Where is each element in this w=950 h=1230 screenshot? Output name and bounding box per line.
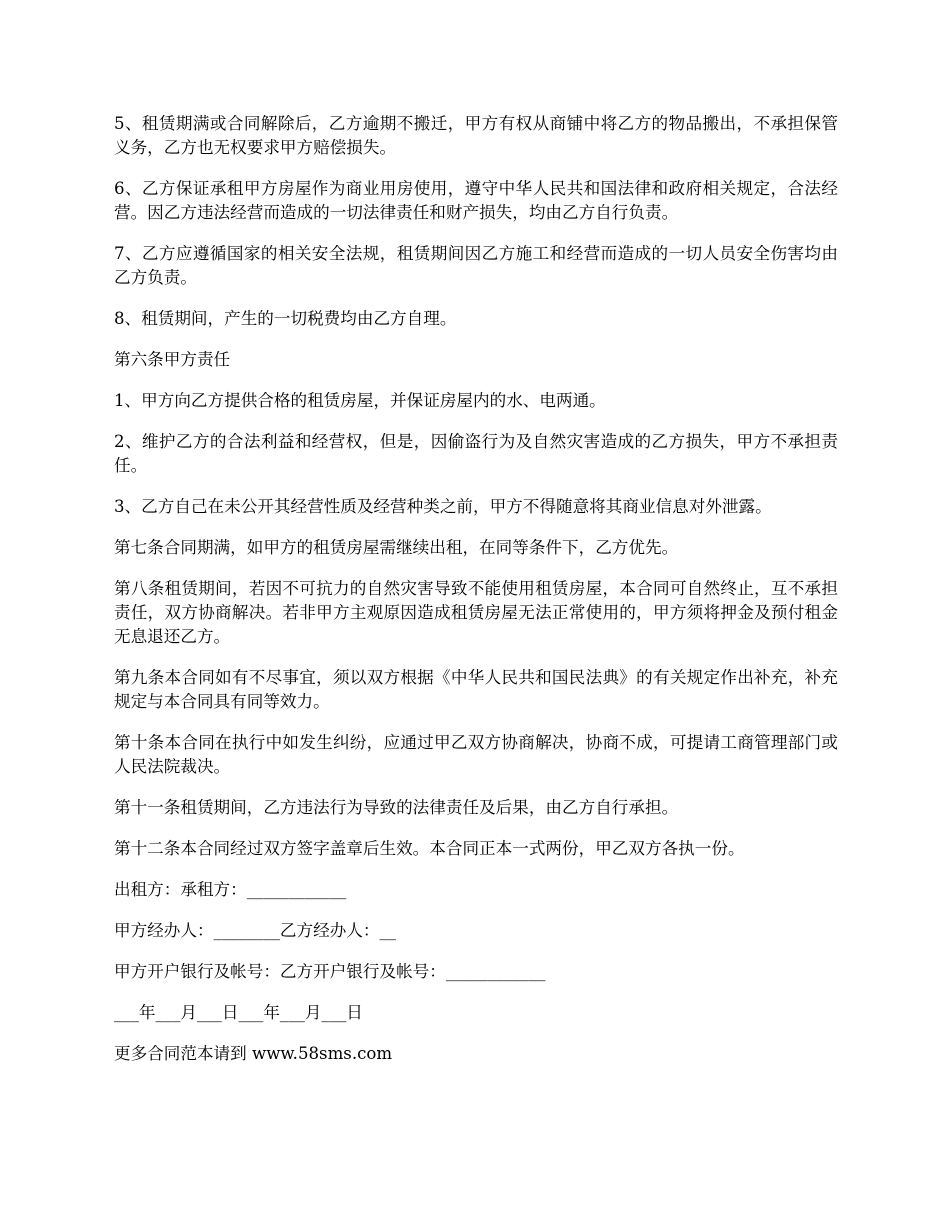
article-9: 第九条本合同如有不尽事宜，须以双方根据《中华人民共和国民法典》的有关规定作出补充，补充规定与本合同具有同等效力。 bbox=[114, 668, 838, 711]
article-7: 第七条合同期满，如甲方的租赁房屋需继续出租，在同等条件下，乙方优先。 bbox=[114, 538, 679, 557]
clause-6-3: 3、乙方自己在未公开其经营性质及经营种类之前，甲方不得随意将其商业信息对外泄露。 bbox=[114, 497, 772, 516]
signature-agents-line: 甲方经办人：________乙方经办人：__ bbox=[114, 921, 397, 940]
clause-6-1: 1、甲方向乙方提供合格的租赁房屋，并保证房屋内的水、电两通。 bbox=[114, 391, 606, 410]
document-body bbox=[114, 112, 838, 1083]
article-10: 第十条本合同在执行中如发生纠纷，应通过甲乙双方协商解决，协商不成，可提请工商管理部门或人民法院裁决。 bbox=[114, 733, 838, 776]
clause-6-2: 2、维护乙方的合法利益和经营权，但是，因偷盗行为及自然灾害造成的乙方损失，甲方不承担责任。 bbox=[114, 432, 838, 475]
article-12: 第十二条本合同经过双方签字盖章后生效。本合同正本一式两份，甲乙双方各执一份。 bbox=[114, 839, 745, 858]
article-6-heading: 第六条甲方责任 bbox=[114, 350, 231, 369]
footer-link-text: 更多合同范本请到 www.58sms.com bbox=[114, 1044, 393, 1063]
clause-5-8: 8、租赁期间，产生的一切税费均由乙方自理。 bbox=[114, 309, 457, 328]
clause-5-7: 7、乙方应遵循国家的相关安全法规，租赁期间因乙方施工和经营而造成的一切人员安全伤害均由乙方负责。 bbox=[114, 244, 838, 287]
signature-parties-line: 出租方：承租方：____________ bbox=[114, 880, 347, 899]
article-8: 第八条租赁期间，若因不可抗力的自然灾害导致不能使用租赁房屋，本合同可自然终止，互不承担责任，双方协商解决。若非甲方主观原因造成租赁房屋无法正常使用的，甲方须将押金及预付租金无息退还乙方。 bbox=[114, 579, 838, 646]
clause-5-6: 6、乙方保证承租甲方房屋作为商业用房使用，遵守中华人民共和国法律和政府相关规定，合法经营。因乙方违法经营而造成的一切法律责任和财产损失，均由乙方自行负责。 bbox=[114, 179, 838, 222]
clause-5-5: 5、租赁期满或合同解除后，乙方逾期不搬迁，甲方有权从商铺中将乙方的物品搬出，不承担保管义务，乙方也无权要求甲方赔偿损失。 bbox=[114, 114, 838, 157]
date-line: ___年___月___日___年___月___日 bbox=[114, 1003, 363, 1022]
article-11: 第十一条租赁期间，乙方违法行为导致的法律责任及后果，由乙方自行承担。 bbox=[114, 798, 679, 817]
bank-account-line: 甲方开户银行及帐号：乙方开户银行及帐号：____________ bbox=[114, 962, 546, 981]
